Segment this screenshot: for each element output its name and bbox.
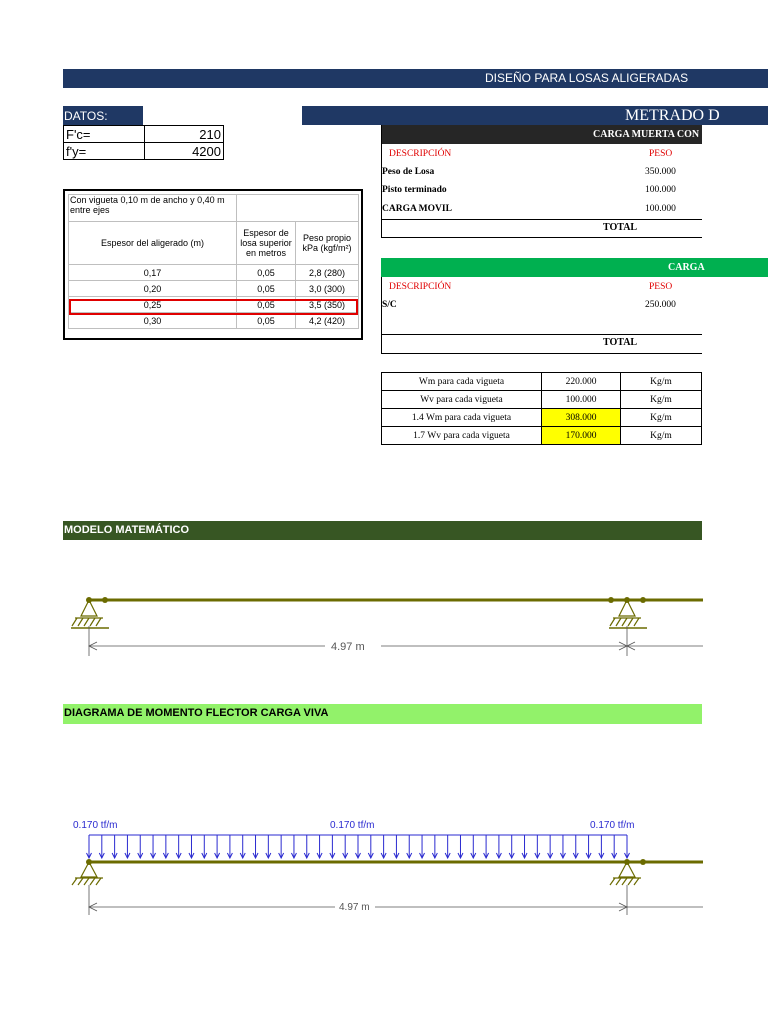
aligerado-cell: 3,5 (350)	[296, 297, 359, 313]
cv-total-bottom-line	[381, 353, 702, 354]
aligerado-col3-header: Peso propio kPa (kgf/m²)	[296, 222, 359, 265]
aligerado-cell: 0,30	[69, 313, 237, 329]
carga-viva-header	[381, 258, 768, 277]
aligerado-col1-header: Espesor del aligerado (m)	[69, 222, 237, 265]
w-label: 1.4 Wm para cada vigueta	[382, 409, 542, 427]
span-label: 4.97 m	[339, 902, 370, 913]
cm-item-name: Pisto terminado	[382, 185, 447, 195]
aligerado-cell: 0,05	[237, 265, 296, 281]
cm-peso-label: PESO	[649, 149, 673, 159]
w-row	[382, 409, 702, 427]
metrado-header-label: METRADO D	[625, 107, 720, 124]
diagrama-bar	[63, 704, 702, 724]
datos-value-cell[interactable]: 210	[145, 126, 224, 143]
metrado-header	[302, 106, 768, 125]
aligerado-caption: Con vigueta 0,10 m de ancho y 0,40 m entre ejes	[69, 195, 237, 222]
aligerado-reference-box	[63, 189, 363, 340]
span-label: 4.97 m	[331, 641, 365, 653]
pin-support-icon	[609, 600, 647, 628]
pin-support-icon	[71, 600, 109, 628]
aligerado-cell: 2,8 (280)	[296, 265, 359, 281]
cv-peso-label: PESO	[649, 282, 673, 292]
distributed-load-arrows	[87, 835, 630, 858]
pin-support-icon	[72, 862, 103, 885]
cm-left-border	[381, 125, 382, 238]
datos-row	[64, 143, 224, 160]
beam-model-diagram	[63, 590, 703, 660]
w-value[interactable]: 100.000	[542, 391, 621, 409]
aligerado-cell: 0,05	[237, 313, 296, 329]
datos-label-cell[interactable]: F'c=	[64, 126, 145, 143]
cm-total-top-line	[381, 219, 702, 220]
cm-item-name: Peso de Losa	[382, 167, 435, 177]
w-unit: Kg/m	[621, 391, 702, 409]
datos-table	[63, 125, 224, 160]
sheet-title: DISEÑO PARA LOSAS ALIGERADAS	[485, 71, 689, 85]
diagrama-label: DIAGRAMA DE MOMENTO FLECTOR CARGA VIVA	[64, 707, 329, 719]
beam-node	[640, 859, 646, 865]
cv-item-name: S/C	[382, 300, 397, 310]
beam-node	[102, 597, 108, 603]
datos-header	[63, 106, 143, 125]
aligerado-cell: 0,05	[237, 281, 296, 297]
cm-item-name: CARGA MOVIL	[382, 204, 452, 214]
aligerado-cell: 0,20	[69, 281, 237, 297]
load-label-mid: 0.170 tf/m	[330, 820, 375, 831]
beam-node	[640, 597, 646, 603]
w-unit: Kg/m	[621, 427, 702, 445]
aligerado-cell: 0,05	[237, 297, 296, 313]
carga-viva-header-label: CARGA	[668, 262, 705, 273]
cv-item-peso: 250.000	[645, 300, 676, 310]
w-row	[382, 373, 702, 391]
w-load-table	[381, 372, 702, 445]
load-label-right: 0.170 tf/m	[590, 820, 635, 831]
modelo-matematico-bar	[63, 521, 702, 540]
modelo-matematico-label: MODELO MATEMÁTICO	[64, 524, 190, 536]
datos-label-cell[interactable]: f'y=	[64, 143, 145, 160]
carga-muerta-header-label: CARGA MUERTA CON	[593, 129, 700, 140]
cm-total-bottom-line	[381, 237, 702, 238]
aligerado-caption-empty	[237, 195, 359, 222]
sheet-title-bar	[63, 69, 768, 88]
datos-row	[64, 126, 224, 143]
w-label: 1.7 Wv para cada vigueta	[382, 427, 542, 445]
carga-muerta-header	[381, 125, 702, 144]
cm-item-peso: 100.000	[645, 204, 676, 214]
w-value[interactable]: 220.000	[542, 373, 621, 391]
w-row	[382, 427, 702, 445]
aligerado-cell: 0,25	[69, 297, 237, 313]
w-label: Wv para cada vigueta	[382, 391, 542, 409]
aligerado-cell: 4,2 (420)	[296, 313, 359, 329]
w-unit: Kg/m	[621, 409, 702, 427]
w-unit: Kg/m	[621, 373, 702, 391]
cv-total-label: TOTAL	[603, 337, 638, 348]
cm-total-label: TOTAL	[603, 222, 638, 233]
aligerado-col2-header: Espesor de losa superior en metros	[237, 222, 296, 265]
cm-item-peso: 350.000	[645, 167, 676, 177]
cv-descripcion-label: DESCRIPCIÓN	[389, 282, 452, 292]
datos-value-cell[interactable]: 4200	[145, 143, 224, 160]
dimension-line	[89, 885, 703, 915]
aligerado-row	[69, 265, 359, 281]
cm-item-peso: 100.000	[645, 185, 676, 195]
load-label-left: 0.170 tf/m	[73, 820, 118, 831]
dimension-line	[89, 626, 703, 656]
pin-support-icon	[610, 862, 641, 885]
aligerado-cell: 3,0 (300)	[296, 281, 359, 297]
w-label: Wm para cada vigueta	[382, 373, 542, 391]
w-value-highlighted[interactable]: 170.000	[542, 427, 621, 445]
cv-left-border	[381, 277, 382, 354]
cv-total-top-line	[381, 334, 702, 335]
beam-node	[608, 597, 614, 603]
cm-descripcion-label: DESCRIPCIÓN	[389, 149, 452, 159]
datos-header-label: DATOS:	[64, 109, 108, 123]
w-value-highlighted[interactable]: 308.000	[542, 409, 621, 427]
aligerado-cell: 0,17	[69, 265, 237, 281]
w-row	[382, 391, 702, 409]
load-diagram	[63, 815, 703, 920]
aligerado-row	[69, 281, 359, 297]
selected-row-highlight	[69, 299, 358, 315]
